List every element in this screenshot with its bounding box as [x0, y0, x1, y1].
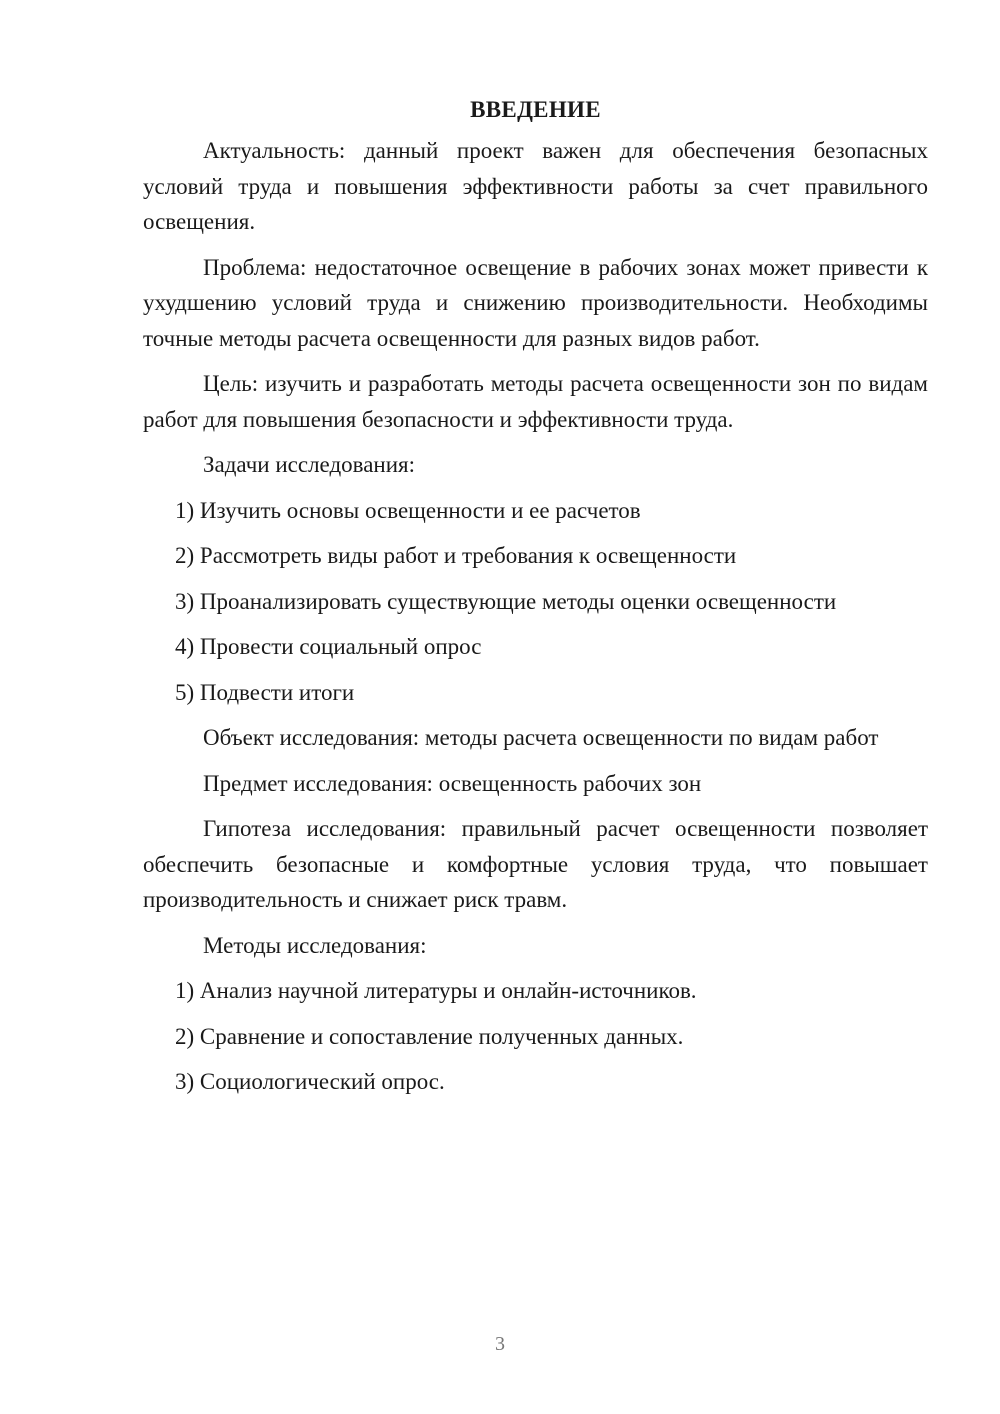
tasks-heading: Задачи исследования: [203, 452, 416, 477]
list-item: 2) Рассмотреть виды работ и требования к освещенности [175, 543, 737, 568]
methods-heading: Методы исследования: [203, 932, 427, 958]
page-number: 3 [495, 1333, 505, 1355]
list-item: 4) Провести социальный опрос [175, 634, 482, 659]
problem-paragraph: Проблема: недостаточное освещение в рабочих зонах может привести к ухудшению условий труда и снижению производительности. Необходимы точные методы расчета освещенности для разных видов работ. [143, 254, 928, 351]
hypothesis-paragraph: Гипотеза исследования: правильный расчет освещенности позволяет обеспечить безопасные и комфортные условия труда, что повышает производительность и снижает риск травм. [143, 816, 928, 912]
tasks-list [143, 493, 928, 711]
list-item: 2) Сравнение и сопоставление полученных данных. [175, 1023, 684, 1049]
document-title: ВВЕДЕНИЕ [470, 97, 601, 122]
goal-paragraph: Цель: изучить и разработать методы расчета освещенности зон по видам работ для повышения безопасности и эффективности труда. [143, 371, 928, 432]
list-item: 1) Изучить основы освещенности и ее расчетов [175, 497, 641, 523]
list-item: 3) Социологический опрос. [175, 1069, 445, 1094]
document-page [143, 95, 928, 1110]
subject-paragraph: Предмет исследования: освещенность рабочих зон [203, 770, 702, 796]
methods-list [143, 973, 928, 1100]
list-item: 1) Анализ научной литературы и онлайн-источников. [175, 978, 697, 1003]
relevance-paragraph: Актуальность: данный проект важен для обеспечения безопасных условий труда и повышения эффективности работы за счет правильного освещения. [143, 138, 928, 234]
object-paragraph: Объект исследования: методы расчета освещенности по видам работ [203, 725, 879, 750]
list-item: 3) Проанализировать существующие методы оценки освещенности [175, 588, 837, 614]
list-item: 5) Подвести итоги [175, 679, 355, 705]
